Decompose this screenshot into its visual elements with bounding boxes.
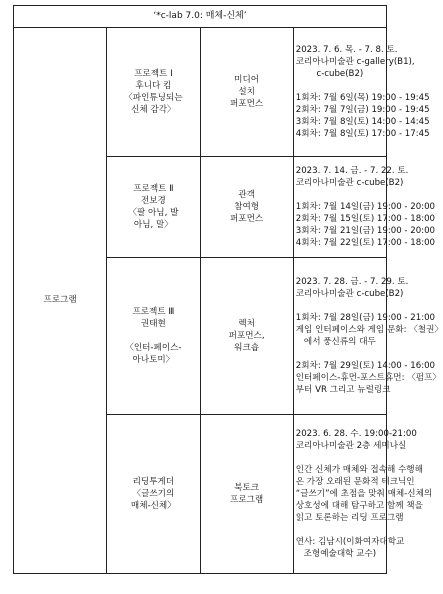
schedule-line: 코리아나미술관 2층 세미나실 xyxy=(295,440,407,451)
project-line: 전보경 xyxy=(140,195,166,206)
project-line: 리딩투게더 xyxy=(132,476,175,487)
project-line: 신체 감각〉 xyxy=(131,105,176,116)
type-cell xyxy=(200,157,293,258)
description-line: “글쓰기”에 초점을 맞춰 매체-신체의 xyxy=(295,488,433,499)
type-line: 관객 xyxy=(238,189,255,200)
session-line: 2회차: 7월 15일(토) 17:00 - 18:00 xyxy=(295,214,436,224)
session-line: 부터 VR 그리고 뉴럴링크 xyxy=(295,385,391,396)
type-cell xyxy=(200,28,293,157)
table-title: ‘*c-lab 7.0: 매체-신체’ xyxy=(14,6,387,28)
session-line: 3회차: 7월 8일(토) 14:00 - 14:45 xyxy=(295,117,430,128)
session-line: 2회차: 7월 7일(금) 19:00 - 19:45 xyxy=(295,105,430,116)
project-cell xyxy=(107,415,200,574)
type-line: 워크숍 xyxy=(234,343,260,354)
session-line: 에서 풍신류의 대두 xyxy=(303,337,376,347)
spacer xyxy=(296,348,384,360)
type-line: 참여형 xyxy=(234,201,260,212)
schedule-line: 코리아나미술관 c-gallery(B1), xyxy=(295,56,415,67)
type-line: 미디어 xyxy=(234,74,260,85)
schedule-line: 코리아나미술관 c-cube(B2) xyxy=(295,288,404,299)
type-line: 렉처 xyxy=(238,318,255,329)
type-line: 퍼포먼스 xyxy=(230,214,264,225)
schedule-line: 2023. 7. 28. 금. - 7. 29. 토. xyxy=(295,276,409,287)
program-table xyxy=(13,5,443,574)
session-line: 게임 인터페이스와 게임 문화: 〈철권〉 xyxy=(295,324,443,335)
project-line: 〈글쓰기의 xyxy=(132,488,175,499)
spacer xyxy=(296,452,384,464)
type-cell xyxy=(200,415,293,574)
schedule-cell xyxy=(293,415,433,574)
session-line: 1회차: 7월 28일(금) 19:00 - 21:00 xyxy=(295,312,436,323)
project-line: 프로젝트 Ⅲ xyxy=(132,306,175,317)
session-line: 1회차: 7월 6일(목) 19:00 - 19:45 xyxy=(295,92,430,103)
type-line: 설치 xyxy=(238,86,255,97)
project-line: 〈파인튜닝되는 xyxy=(124,93,183,103)
speaker-line: 조형예술대학 교수) xyxy=(303,549,377,560)
schedule-line: 2023. 7. 14. 금. - 7. 22. 토. xyxy=(295,165,409,176)
type-line: 퍼포먼스, xyxy=(228,330,265,341)
session-line: 2회차: 7월 29일(토) 14:00 - 16:00 xyxy=(295,361,436,372)
schedule-line: 2023. 6. 28. 수. 19:00-21:00 xyxy=(295,428,417,439)
project-cell xyxy=(107,28,200,157)
schedule-cell xyxy=(293,28,430,157)
section-label: 프로그램 xyxy=(14,28,107,574)
type-line: 퍼포먼스 xyxy=(230,99,264,110)
project-line: 권태현 xyxy=(140,318,166,329)
session-line: 4회차: 7월 8일(토) 17:00 - 17:45 xyxy=(295,129,430,140)
description-line: 온 가장 오래된 문화적 테크닉인 xyxy=(295,476,415,487)
table-row xyxy=(14,28,387,157)
project-line: 〈팔 아님, 발 xyxy=(128,208,179,218)
project-line: 아님, 말〉 xyxy=(133,220,173,231)
spacer xyxy=(296,524,384,536)
schedule-line: 2023. 7. 6. 목. - 7. 8. 토. xyxy=(295,44,398,55)
description-line: 읽고 토론하는 리딩 프로그램 xyxy=(295,513,404,524)
project-cell xyxy=(107,258,200,415)
type-line: 북토크 xyxy=(234,482,260,493)
schedule-cell xyxy=(293,157,436,258)
session-line: 3회차: 7월 21일(금) 19:00 - 20:00 xyxy=(295,226,436,237)
speaker-line: 연사: 김남시(이화여자대학교 xyxy=(295,537,405,548)
project-line: 프로젝트 Ⅱ xyxy=(133,183,174,194)
session-line: 4회차: 7월 22일(토) 17:00 - 18:00 xyxy=(295,238,436,249)
project-line: 〈인터-페이스- xyxy=(125,343,182,353)
schedule-line: c-cube(B2) xyxy=(316,68,364,79)
project-line: 후니다 킴 xyxy=(135,80,172,91)
project-line: 아나토미〉 xyxy=(132,355,175,366)
spacer xyxy=(110,330,196,342)
schedule-cell xyxy=(293,258,443,415)
description-line: 인간 신체가 매체와 접속해 수행해 xyxy=(295,464,423,475)
spacer xyxy=(296,80,384,92)
spacer xyxy=(296,300,384,312)
session-line: 인터페이스-휴먼-포스트휴먼: 〈펌프〉 xyxy=(295,373,441,384)
type-cell xyxy=(200,258,293,415)
type-line: 프로그램 xyxy=(230,495,264,505)
project-line: 매체-신체〉 xyxy=(130,501,176,512)
spacer xyxy=(296,189,384,201)
project-line: 프로젝트 Ⅰ xyxy=(134,68,173,79)
description-line: 상호성에 대해 탐구하고 함께 책을 xyxy=(295,501,423,512)
schedule-line: 코리아나미술관 c-cube(B2) xyxy=(295,177,404,188)
session-line: 1회차: 7월 14일(금) 19:00 - 20:00 xyxy=(295,201,436,212)
project-cell xyxy=(107,157,200,258)
